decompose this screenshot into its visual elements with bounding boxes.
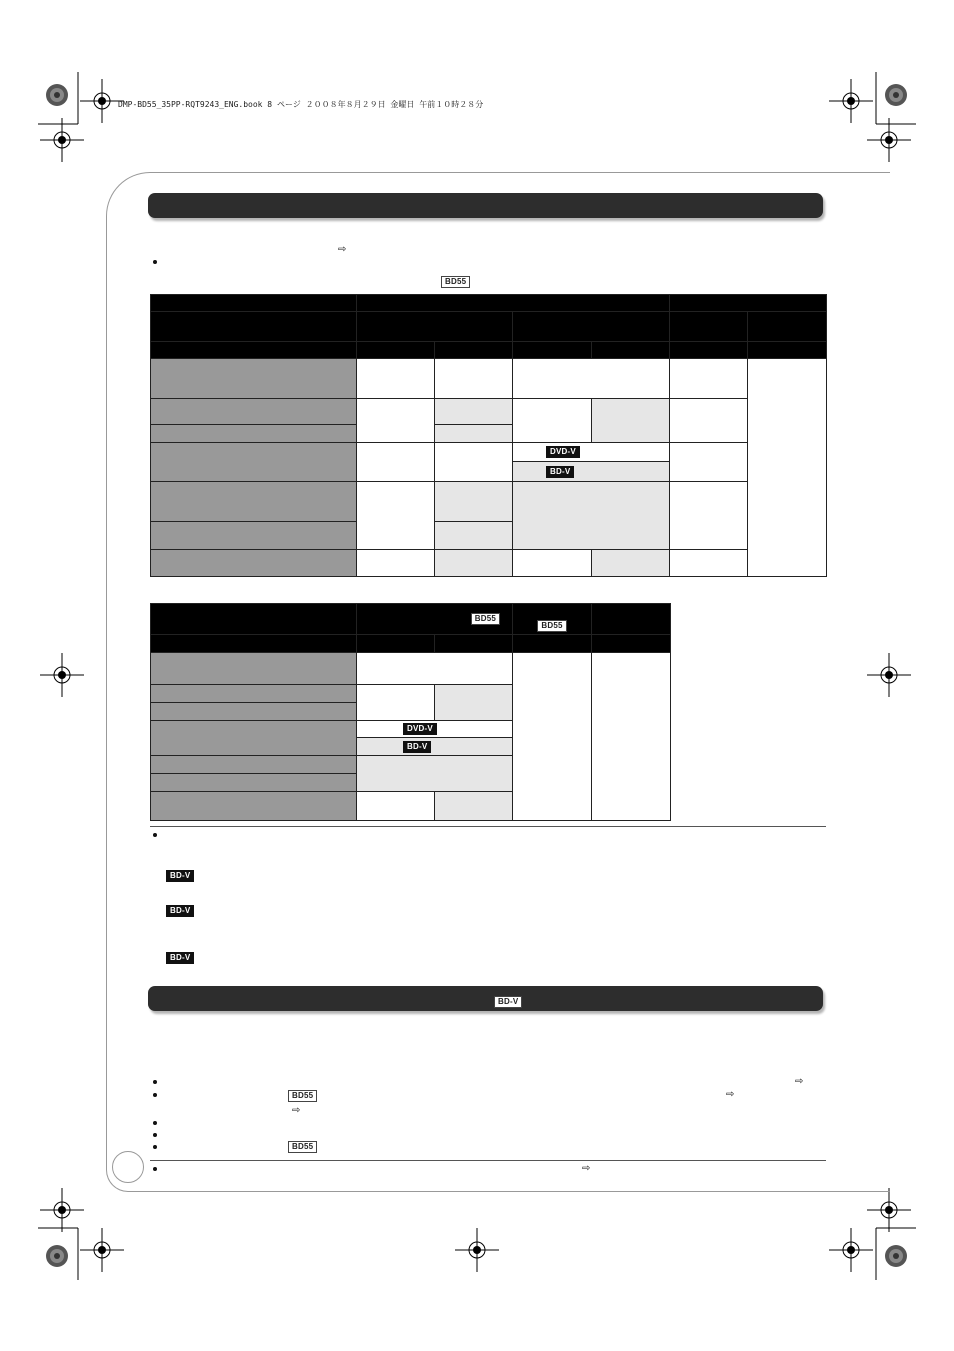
arrow-icon: ⇨: [292, 1105, 301, 1116]
row-label-cell: [151, 653, 357, 685]
header-cell: [670, 295, 827, 312]
arrow-icon: ⇨: [582, 1163, 591, 1174]
row-label-cell: [151, 550, 357, 577]
header-cell: [748, 342, 827, 359]
bdv-badge: BD-V: [166, 952, 194, 964]
table-cell: [513, 399, 592, 443]
table-2: [150, 603, 671, 821]
header-cell: [513, 342, 592, 359]
header-cell: [592, 342, 670, 359]
table-cell: [357, 721, 513, 738]
shaded-cell: [435, 550, 513, 577]
table-cell: [435, 359, 513, 399]
row-label-cell: [151, 774, 357, 792]
header-cell: [151, 295, 357, 312]
table-cell: [357, 653, 513, 685]
shaded-cell: [592, 550, 670, 577]
shaded-cell: [435, 425, 513, 443]
header-cell: [357, 604, 513, 635]
table-cell: [357, 443, 435, 482]
shaded-cell: [435, 792, 513, 821]
table-cell: [357, 482, 435, 550]
bullet-icon: [153, 1080, 157, 1084]
table-cell: [357, 792, 435, 821]
file-info-line: DMP-BD55_35PP-RQT9243_ENG.book 8 ページ ２００８年８月２９日 金曜日 午前１０時２８分: [118, 100, 484, 109]
shaded-cell: [435, 399, 513, 425]
dvdv-badge: DVD-V: [546, 446, 580, 458]
bdv-badge: BD-V: [166, 870, 194, 882]
arrow-icon: ⇨: [726, 1089, 735, 1100]
table-cell: [670, 550, 748, 577]
shaded-cell: [357, 756, 513, 792]
table-cell: [670, 482, 748, 550]
row-label-cell: [151, 721, 357, 756]
row-label-cell: [151, 399, 357, 425]
table-cell: [513, 443, 670, 462]
header-cell: [513, 635, 592, 653]
bullet-icon: [153, 1145, 157, 1149]
header-cell: [670, 342, 748, 359]
header-cell: [357, 312, 513, 342]
table-1: [150, 294, 827, 577]
table-cell: [513, 653, 592, 821]
header-cell: [513, 604, 592, 635]
bd55-badge: BD55: [288, 1090, 317, 1102]
table-cell: [357, 685, 435, 721]
row-label-cell: [151, 756, 357, 774]
bdv-badge: BD-V: [494, 996, 522, 1008]
header-cell: [592, 604, 671, 635]
bullet-icon: [153, 260, 157, 264]
bullet-icon: [153, 1121, 157, 1125]
table-cell: [592, 653, 671, 821]
bdv-badge: BD-V: [166, 905, 194, 917]
header-cell: [357, 295, 670, 312]
header-cell: [151, 312, 357, 342]
shaded-cell: [513, 482, 670, 550]
page-number-circle: [112, 1151, 144, 1183]
row-label-cell: [151, 425, 357, 443]
bullet-icon: [153, 833, 157, 837]
table-cell: [748, 359, 827, 577]
dvdv-badge: DVD-V: [403, 723, 437, 735]
bdv-badge: BD-V: [403, 741, 431, 753]
shaded-cell: [435, 482, 513, 522]
table-cell: [357, 359, 435, 399]
header-cell: [748, 312, 827, 342]
shaded-cell: [357, 738, 513, 756]
shaded-cell: [435, 685, 513, 721]
bdv-badge: BD-V: [546, 466, 574, 478]
shaded-cell: [513, 462, 670, 482]
table-cell: [357, 399, 435, 443]
row-label-cell: [151, 703, 357, 721]
row-label-cell: [151, 443, 357, 482]
table-cell: [357, 550, 435, 577]
row-label-cell: [151, 685, 357, 703]
row-label-cell: [151, 482, 357, 522]
header-cell: [357, 635, 435, 653]
shaded-cell: [592, 399, 670, 443]
shaded-cell: [435, 522, 513, 550]
header-cell: [513, 312, 670, 342]
bd55-badge: BD55: [288, 1141, 317, 1153]
header-cell: [670, 312, 748, 342]
header-cell: [151, 635, 357, 653]
bd55-badge: BD55: [471, 613, 500, 625]
table-cell: [670, 399, 748, 443]
row-label-cell: [151, 792, 357, 821]
section-bar-2: [148, 986, 823, 1011]
header-cell: [151, 604, 357, 635]
bd55-badge: BD55: [537, 620, 566, 632]
header-cell: [435, 342, 513, 359]
header-cell: [435, 635, 513, 653]
table-cell: [513, 550, 592, 577]
header-cell: [357, 342, 435, 359]
table-cell: [513, 359, 670, 399]
bullet-icon: [153, 1167, 157, 1171]
table-cell: [435, 443, 513, 482]
row-label-cell: [151, 359, 357, 399]
table-cell: [670, 443, 748, 482]
divider: [150, 1160, 826, 1161]
bullet-icon: [153, 1093, 157, 1097]
header-cell: [592, 635, 671, 653]
section-bar-1: [148, 193, 823, 218]
bullet-icon: [153, 1133, 157, 1137]
arrow-icon: ⇨: [795, 1076, 804, 1087]
header-cell: [151, 342, 357, 359]
arrow-icon: ⇨: [338, 244, 347, 255]
divider: [150, 826, 826, 827]
table-cell: [670, 359, 748, 399]
row-label-cell: [151, 522, 357, 550]
bd55-badge: BD55: [441, 276, 470, 288]
